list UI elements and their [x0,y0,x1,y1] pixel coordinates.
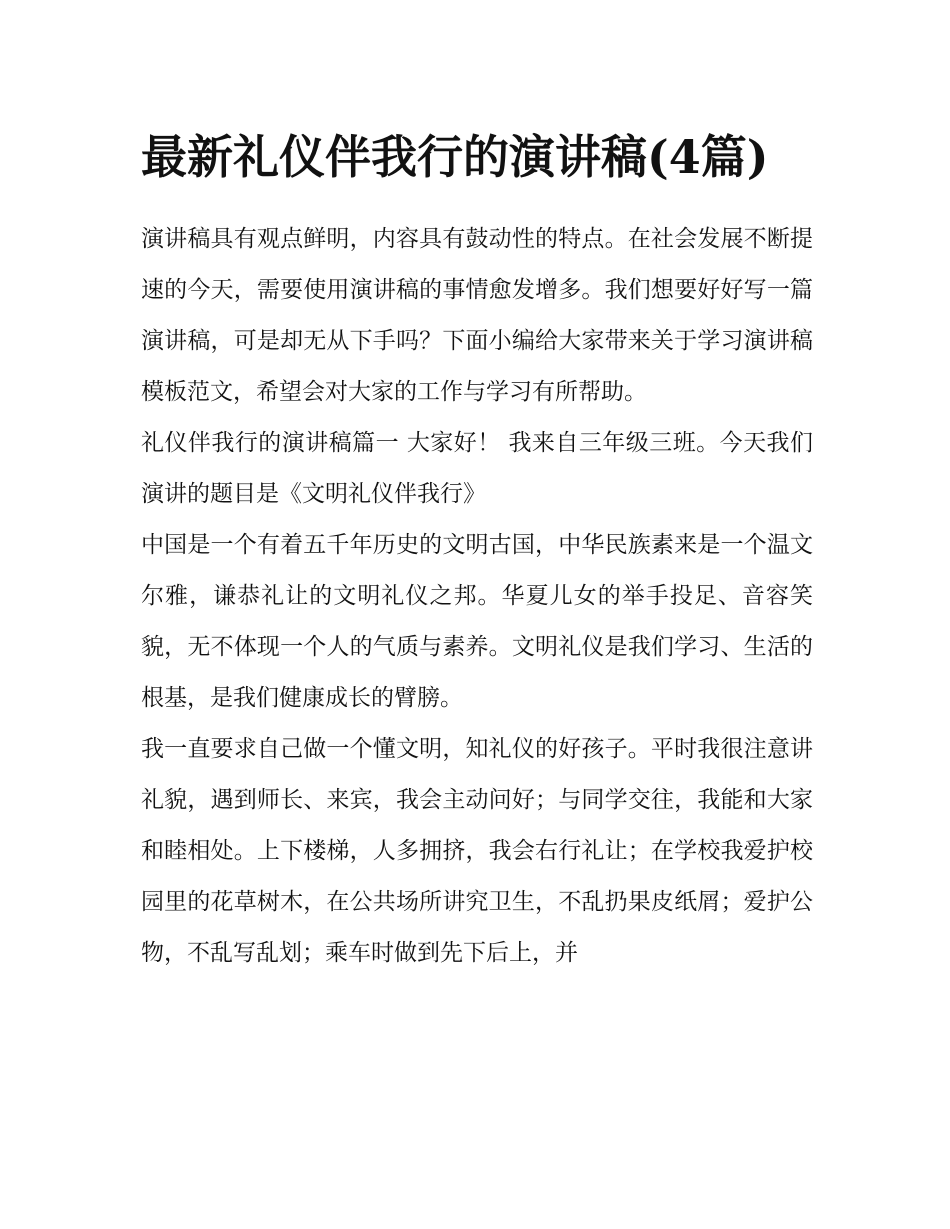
document-title: 最新礼仪伴我行的演讲稿(4篇) [141,130,769,184]
paragraph-china-civilization: 中国是一个有着五千年历史的文明古国，中华民族素来是一个温文尔雅，谦恭礼让的文明礼仪之邦。华夏儿女的举手投足、音容笑貌，无不体现一个人的气质与素养。文明礼仪是我们学习、生活的根基，是我们健康成长的臂膀。 [141,532,813,711]
paragraph-intro: 演讲稿具有观点鲜明，内容具有鼓动性的特点。在社会发展不断提速的今天，需要使用演讲稿的事情愈发增多。我们想要好好写一篇演讲稿，可是却无从下手吗？下面小编给大家带来关于学习演讲稿模板范文，希望会对大家的工作与学习有所帮助。 [141,226,813,405]
paragraph-personal-conduct: 我一直要求自己做一个懂文明，知礼仪的好孩子。平时我很注意讲礼貌，遇到师长、来宾，我会主动问好；与同学交往，我能和大家和睦相处。上下楼梯，人多拥挤，我会右行礼让；在学校我爱护校园里的花草树木，在公共场所讲究卫生，不乱扔果皮纸屑；爱护公物，不乱写乱划；乘车时做到先下后上，并 [141,736,813,966]
paragraph-speech-opening: 礼仪伴我行的演讲稿篇一 大家好！ 我来自三年级三班。今天我们演讲的题目是《文明礼仪伴我行》 [141,430,813,507]
document-body [141,118,813,979]
